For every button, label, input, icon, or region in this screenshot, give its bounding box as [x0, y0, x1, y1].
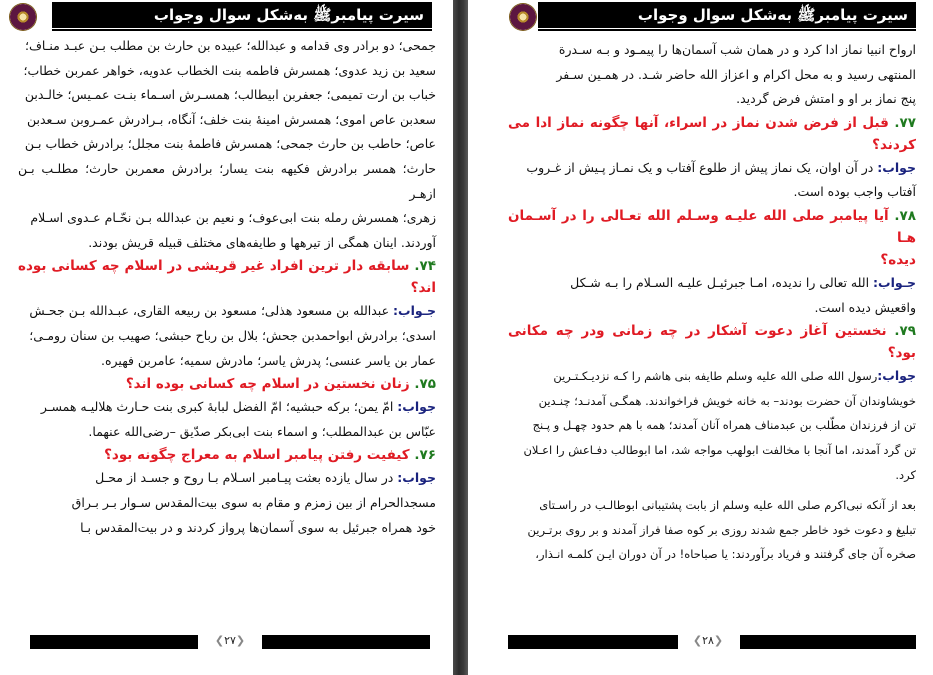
- text-line: در آن اوان، یک نماز پیش از طلوع آفتاب و یک نمـاز پـیش از غـروب: [526, 159, 874, 175]
- question-text: دیده؟: [880, 251, 916, 268]
- header-title: سیرت پیامبرﷺ به‌شکل سوال وجواب: [637, 6, 908, 24]
- text-line: عبدالله بن مسعود هذلی؛ مسعود بن ربیعه القاری، عبـدالله بـن جحـش: [29, 303, 390, 319]
- text-line: عبّاس بن عبدالمطلب؛ و اسماء بنت ابی‌بکر صدّیق –رضی‌الله عنهما.: [88, 423, 436, 439]
- text-line: آفتاب واجب بوده است.: [793, 184, 916, 200]
- text-line: زهری؛ همسرش رمله بنت ابی‌عوف؛ و نعیم بن عبدالله بـن نحّـام عـدوی اسـلام: [30, 210, 436, 226]
- emblem-icon: [510, 4, 536, 30]
- book-gutter: [453, 0, 468, 675]
- right-page: [468, 0, 933, 675]
- question-79: [508, 320, 916, 364]
- text-line: سعدبن عاص اموی؛ همسرش امینهٔ بنت خلف؛ آنگاه، بـرادرش عمـروبن سـعدبن: [26, 111, 436, 127]
- question-text: زنان نخستین در اسلام چه کسانی بوده اند؟: [125, 376, 410, 393]
- page-number: [205, 631, 255, 651]
- text-line: سعید بن زید عدوی؛ همسرش فاطمه بنت الخطاب عدویه، خواهر عمربن خطاب؛: [23, 62, 436, 78]
- page-number-value: ۲۷: [224, 634, 236, 647]
- text-line: رسول الله صلی الله علیه وسلم طایفه بنی هاشم را کـه نزدیـکـتـرین: [553, 369, 878, 384]
- text-line: ارواح انبیا نماز ادا کرد و در همان شب آسمان‌ها را پیمـود و بـه سـدرة: [558, 42, 916, 57]
- ornament-icon: ❮: [692, 634, 703, 647]
- header-rule: [52, 29, 432, 31]
- text-line: خود همراه جبرئیل به سوی آسمان‌ها پرواز کردند و در بیت‌المقدس بـا: [80, 519, 436, 535]
- text-line: آوردند. اینان همگی از تیرهها و طایفه‌های مختلف قبیله قریش بودند.: [88, 234, 436, 250]
- question-78-cont: [508, 249, 916, 271]
- question-number: ۷۸.: [894, 207, 916, 224]
- question-text: قبل از فرض شدن نماز در اسراء، آنها چگونه نماز ادا می کردند؟: [508, 114, 916, 153]
- text-line: خباب بن ارت تمیمی؛ جعفربن ابیطالب؛ همسـرش اسـماء بنـت عمـیس؛ خالـدبن: [24, 87, 436, 103]
- right-page-body: [508, 38, 916, 567]
- page-number: [683, 631, 733, 651]
- emblem-icon: [10, 4, 36, 30]
- text-line: المنتهی رسید و به محل اکرام و اعزاز الله حاضر شـد. در همـین سـفر: [556, 66, 916, 82]
- question-number: ۷۶.: [414, 447, 436, 464]
- footer-bar-left: [508, 635, 678, 649]
- text-line: واقعیش دیده است.: [814, 299, 916, 315]
- left-page-body: [18, 34, 436, 540]
- question-number: ۷۵.: [414, 376, 436, 393]
- text-line: جمحی؛ دو برادر وی قدامه و عبدالله؛ عبیده بن حارث بن مطلب بـن عبـد منـاف؛: [24, 38, 436, 53]
- answer-74: [18, 299, 436, 324]
- question-number: ۷۷.: [894, 114, 917, 131]
- text-line: مسجدالحرام از بین زمزم و مقام به سوی بیت‌المقدس سـوار بـر بـراق: [71, 494, 436, 510]
- question-text: نخستین آغاز دعوت آشکار در چه زمانی ودر چه مکانی بود؟: [508, 323, 916, 362]
- question-75: [18, 373, 436, 395]
- answer-label: جواب:: [877, 368, 916, 384]
- header-title: سیرت پیامبرﷺ به‌شکل سوال وجواب: [153, 6, 424, 24]
- footer-bar-left: [30, 635, 198, 649]
- answer-77: [508, 156, 916, 181]
- question-78: [508, 205, 916, 249]
- right-page-header: [538, 2, 916, 28]
- text-line: تن از فرزندان مطّلب بن عبدمناف همراه آنان آمدند؛ همه با هم حدود چهـل و پـنج: [532, 418, 916, 433]
- ornament-icon: ❯: [713, 634, 724, 647]
- text-line: عاص؛ حاطب بن حارث جمحی؛ همسرش فاطمهٔ بنت مجلل؛ برادرش خطاب بـن: [24, 136, 436, 152]
- answer-label: جواب:: [397, 470, 436, 486]
- text-line: کرد.: [895, 467, 916, 482]
- question-number: ۷۴.: [414, 258, 436, 275]
- answer-79: [508, 364, 916, 389]
- footer-bar-right: [740, 635, 916, 649]
- text-line: تن گرد آمدند، اما آنجا با مخالفت ابولهب مواجه شد، اما ابوطالب دفـاعش را اعـلان: [523, 442, 916, 457]
- text-line: پنج نماز بر او و امتش فرض گردید.: [736, 91, 916, 107]
- answer-76: [18, 466, 436, 491]
- text-line: خویشاوندان آن حضرت بودند– به خانه خویش فراخواندند. همگـی آمدنـد؛ چنـدین: [538, 393, 916, 408]
- text-line: در سال یازده بعثت پیـامبر اسـلام بـا روح و جسـد از محـل: [95, 470, 394, 486]
- answer-label: جواب:: [397, 399, 436, 415]
- answer-label: جواب:: [877, 159, 916, 175]
- left-page-header: [52, 2, 432, 28]
- ornament-icon: ❮: [214, 634, 225, 647]
- question-text: کیفیت رفتن پیامبر اسلام به معراج چگونه بود؟: [104, 447, 410, 464]
- header-rule: [538, 29, 916, 31]
- question-text: سابقه دار ترین افراد غیر قریشی در اسلام چه کسانی بوده اند؟: [18, 258, 436, 297]
- text-line: الله تعالی را ندیده، امـا جبرئیـل علیـه السـلام را بـه شـکل: [570, 274, 870, 290]
- question-76: [18, 444, 436, 466]
- footer-bar-right: [262, 635, 430, 649]
- text-line: حارث؛ همسر برادرش فکیهه بنت یسار؛ برادرش معمربن حارث؛ مطلـب بـن ازهـر: [18, 160, 436, 201]
- answer-label: جـواب:: [873, 274, 916, 290]
- text-line: تبلیغ و دعوت خود خاطر جمع شدند روزی بر کوه صفا فراز آمدند و بر روی برتـرین: [527, 522, 916, 537]
- text-line: اسدی؛ برادرش ابواحمدبن جحش؛ بلال بن رباح حبشی؛ صهیب بن سنان رومـی؛: [29, 327, 436, 343]
- text-line: عمار بن یاسر عنسی؛ پدرش یاسر؛ مادرش سمیه؛ عامربن فهیره.: [101, 352, 436, 368]
- question-text: آیا پیامبر صلی الله علیـه وسـلم الله تعـالی را در آسـمان هـا: [508, 207, 916, 246]
- left-page: [0, 0, 453, 675]
- ornament-icon: ❯: [235, 634, 246, 647]
- question-77: [508, 112, 916, 156]
- answer-label: جـواب:: [393, 303, 436, 319]
- answer-75: [18, 395, 436, 420]
- question-74: [18, 255, 436, 299]
- page-number-value: ۲۸: [702, 634, 714, 647]
- answer-78: [508, 271, 916, 296]
- text-line: بعد از آنکه نبی‌اکرم صلی الله علیه وسلم از بابت پشتیبانی ابوطالـب در راسـتای: [539, 498, 916, 513]
- text-line: امّ یمن؛ برکه حبشیه؛ امّ الفضل لبابهٔ کبری بنت حـارث هلالیـه همسـر: [40, 399, 394, 415]
- text-line: صخره آن جای گرفتند و فریاد برآوردند: یا صباحاه! در آن دوران ایـن کلمـه انـذار،: [535, 547, 916, 562]
- question-number: ۷۹.: [894, 323, 916, 340]
